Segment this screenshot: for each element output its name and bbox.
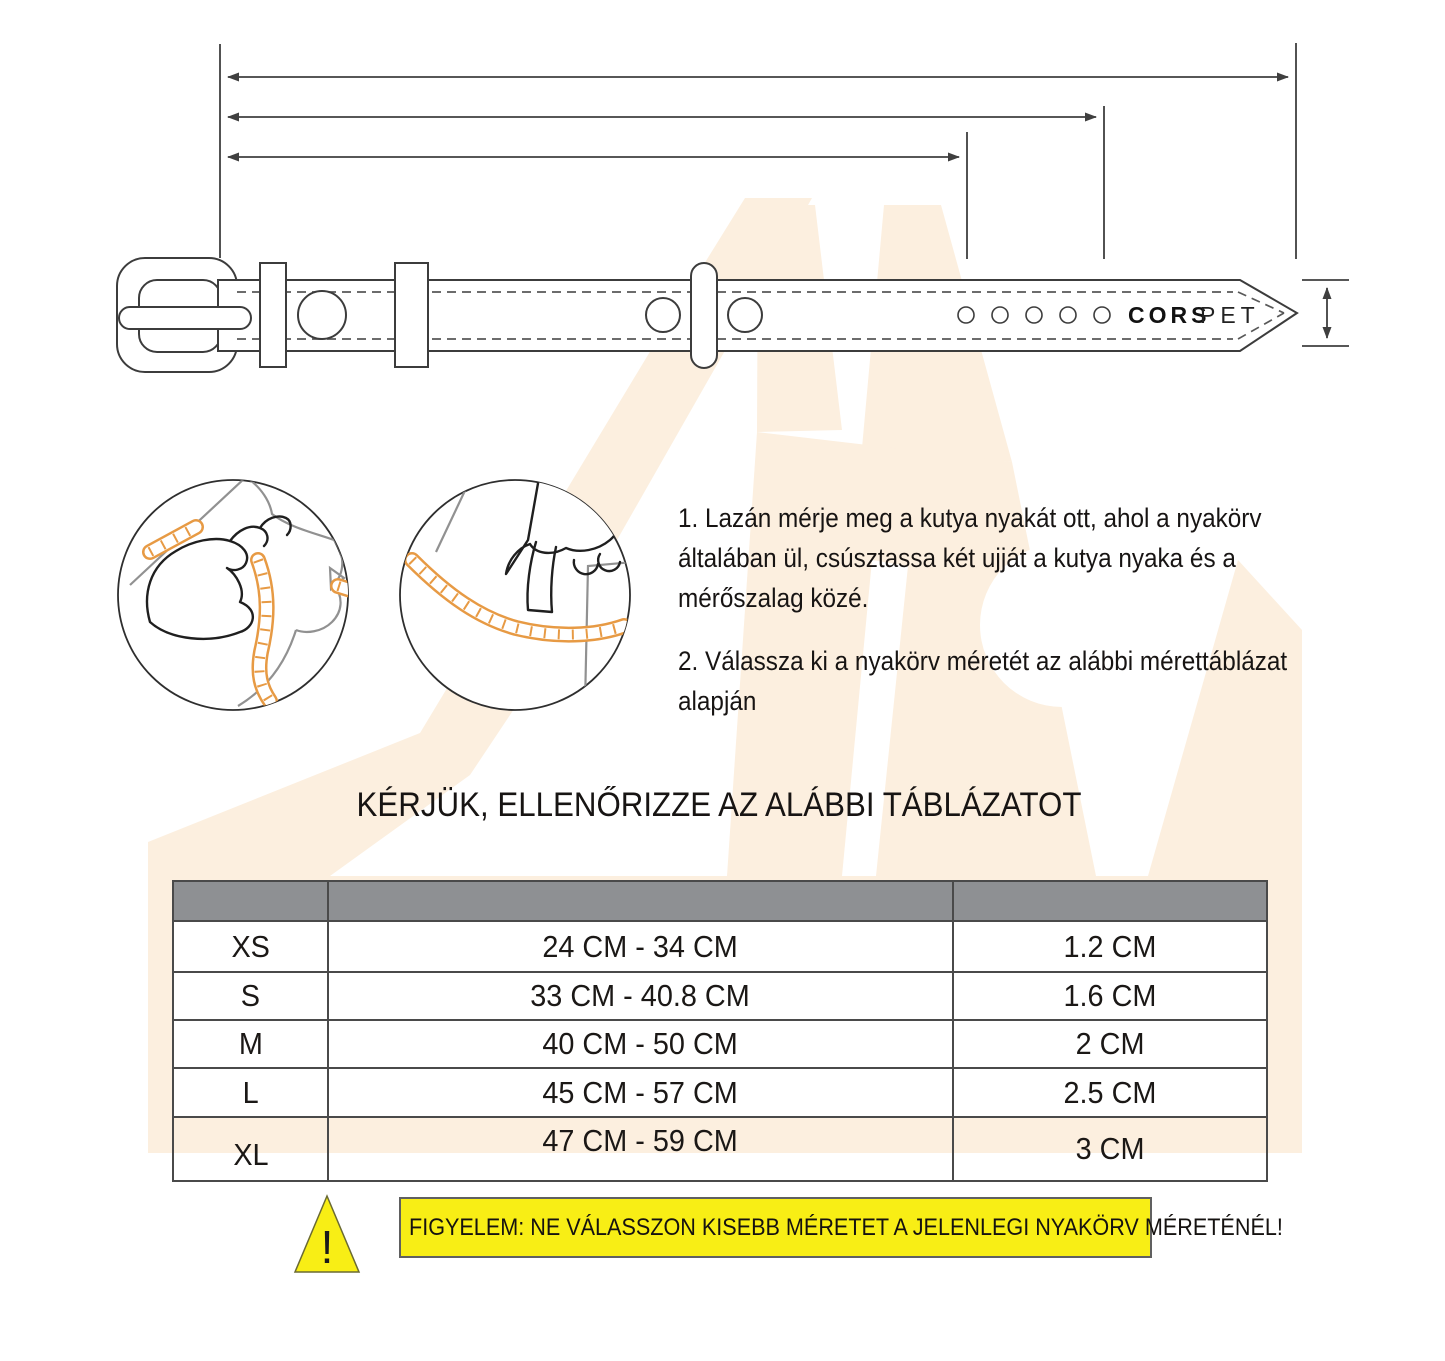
size-label: L <box>242 1074 259 1110</box>
strap-width: 1.6 CM <box>1063 978 1157 1013</box>
header-cell <box>953 881 1267 921</box>
neck-range: 47 CM - 59 CM <box>542 1123 739 1158</box>
rivet <box>728 298 762 332</box>
brand-logo-light: PET <box>1200 302 1260 328</box>
exclamation-mark: ! <box>320 1221 334 1273</box>
strap-width: 1.2 CM <box>1063 928 1157 964</box>
warning-banner <box>399 1197 1283 1258</box>
table-header-row <box>173 881 1267 921</box>
instruction-line: általában ül, csúsztassa két ujját a kutya nyaka és a <box>678 543 1236 573</box>
strap-width: 3 CM <box>1075 1131 1145 1166</box>
instruction-line: mérőszalag közé. <box>678 583 869 613</box>
table-row <box>173 921 1267 972</box>
rivet <box>646 298 680 332</box>
keeper-loop <box>395 263 428 367</box>
buckle-prong <box>119 307 251 329</box>
width-dimension <box>1302 280 1349 346</box>
instruction-line: 2. Válassza ki a nyakörv méretét az alábbi mérettáblázat <box>678 646 1288 676</box>
instruction-line: 1. Lazán mérje meg a kutya nyakát ott, ahol a nyakörv <box>678 503 1262 533</box>
instruction-step-2 <box>678 641 1378 721</box>
brand-logo-bold: CORS <box>1128 302 1211 328</box>
size-table <box>172 880 1268 1182</box>
table-row <box>173 972 1267 1020</box>
neck-range: 24 CM - 34 CM <box>542 928 739 964</box>
keeper-loop <box>691 263 717 368</box>
size-label: XS <box>231 928 270 964</box>
neck-range: 40 CM - 50 CM <box>542 1026 739 1061</box>
size-label: M <box>238 1026 263 1061</box>
warning-triangle-icon <box>295 1196 359 1273</box>
size-label: S <box>240 978 261 1013</box>
instruction-line: alapján <box>678 686 757 716</box>
keeper-loop <box>260 263 286 367</box>
rivet <box>298 291 346 339</box>
neck-range: 33 CM - 40.8 CM <box>530 978 751 1013</box>
header-cell <box>328 881 953 921</box>
neck-range: 45 CM - 57 CM <box>542 1074 739 1110</box>
instruction-step-1 <box>678 498 1378 618</box>
table-row <box>173 1068 1267 1117</box>
table-row <box>173 1020 1267 1068</box>
warning-text: FIGYELEM: NE VÁLASSZON KISEBB MÉRETET A JELENLEGI NYAKÖRV MÉRETÉNÉL! <box>409 1213 1283 1241</box>
strap-width: 2.5 CM <box>1063 1074 1157 1110</box>
strap-width: 2 CM <box>1075 1026 1145 1061</box>
table-heading: KÉRJÜK, ELLENŐRIZZE AZ ALÁBBI TÁBLÁZATOT <box>356 786 1082 824</box>
table-row <box>173 1117 1267 1181</box>
size-label: XL <box>232 1137 269 1172</box>
header-cell <box>173 881 328 921</box>
